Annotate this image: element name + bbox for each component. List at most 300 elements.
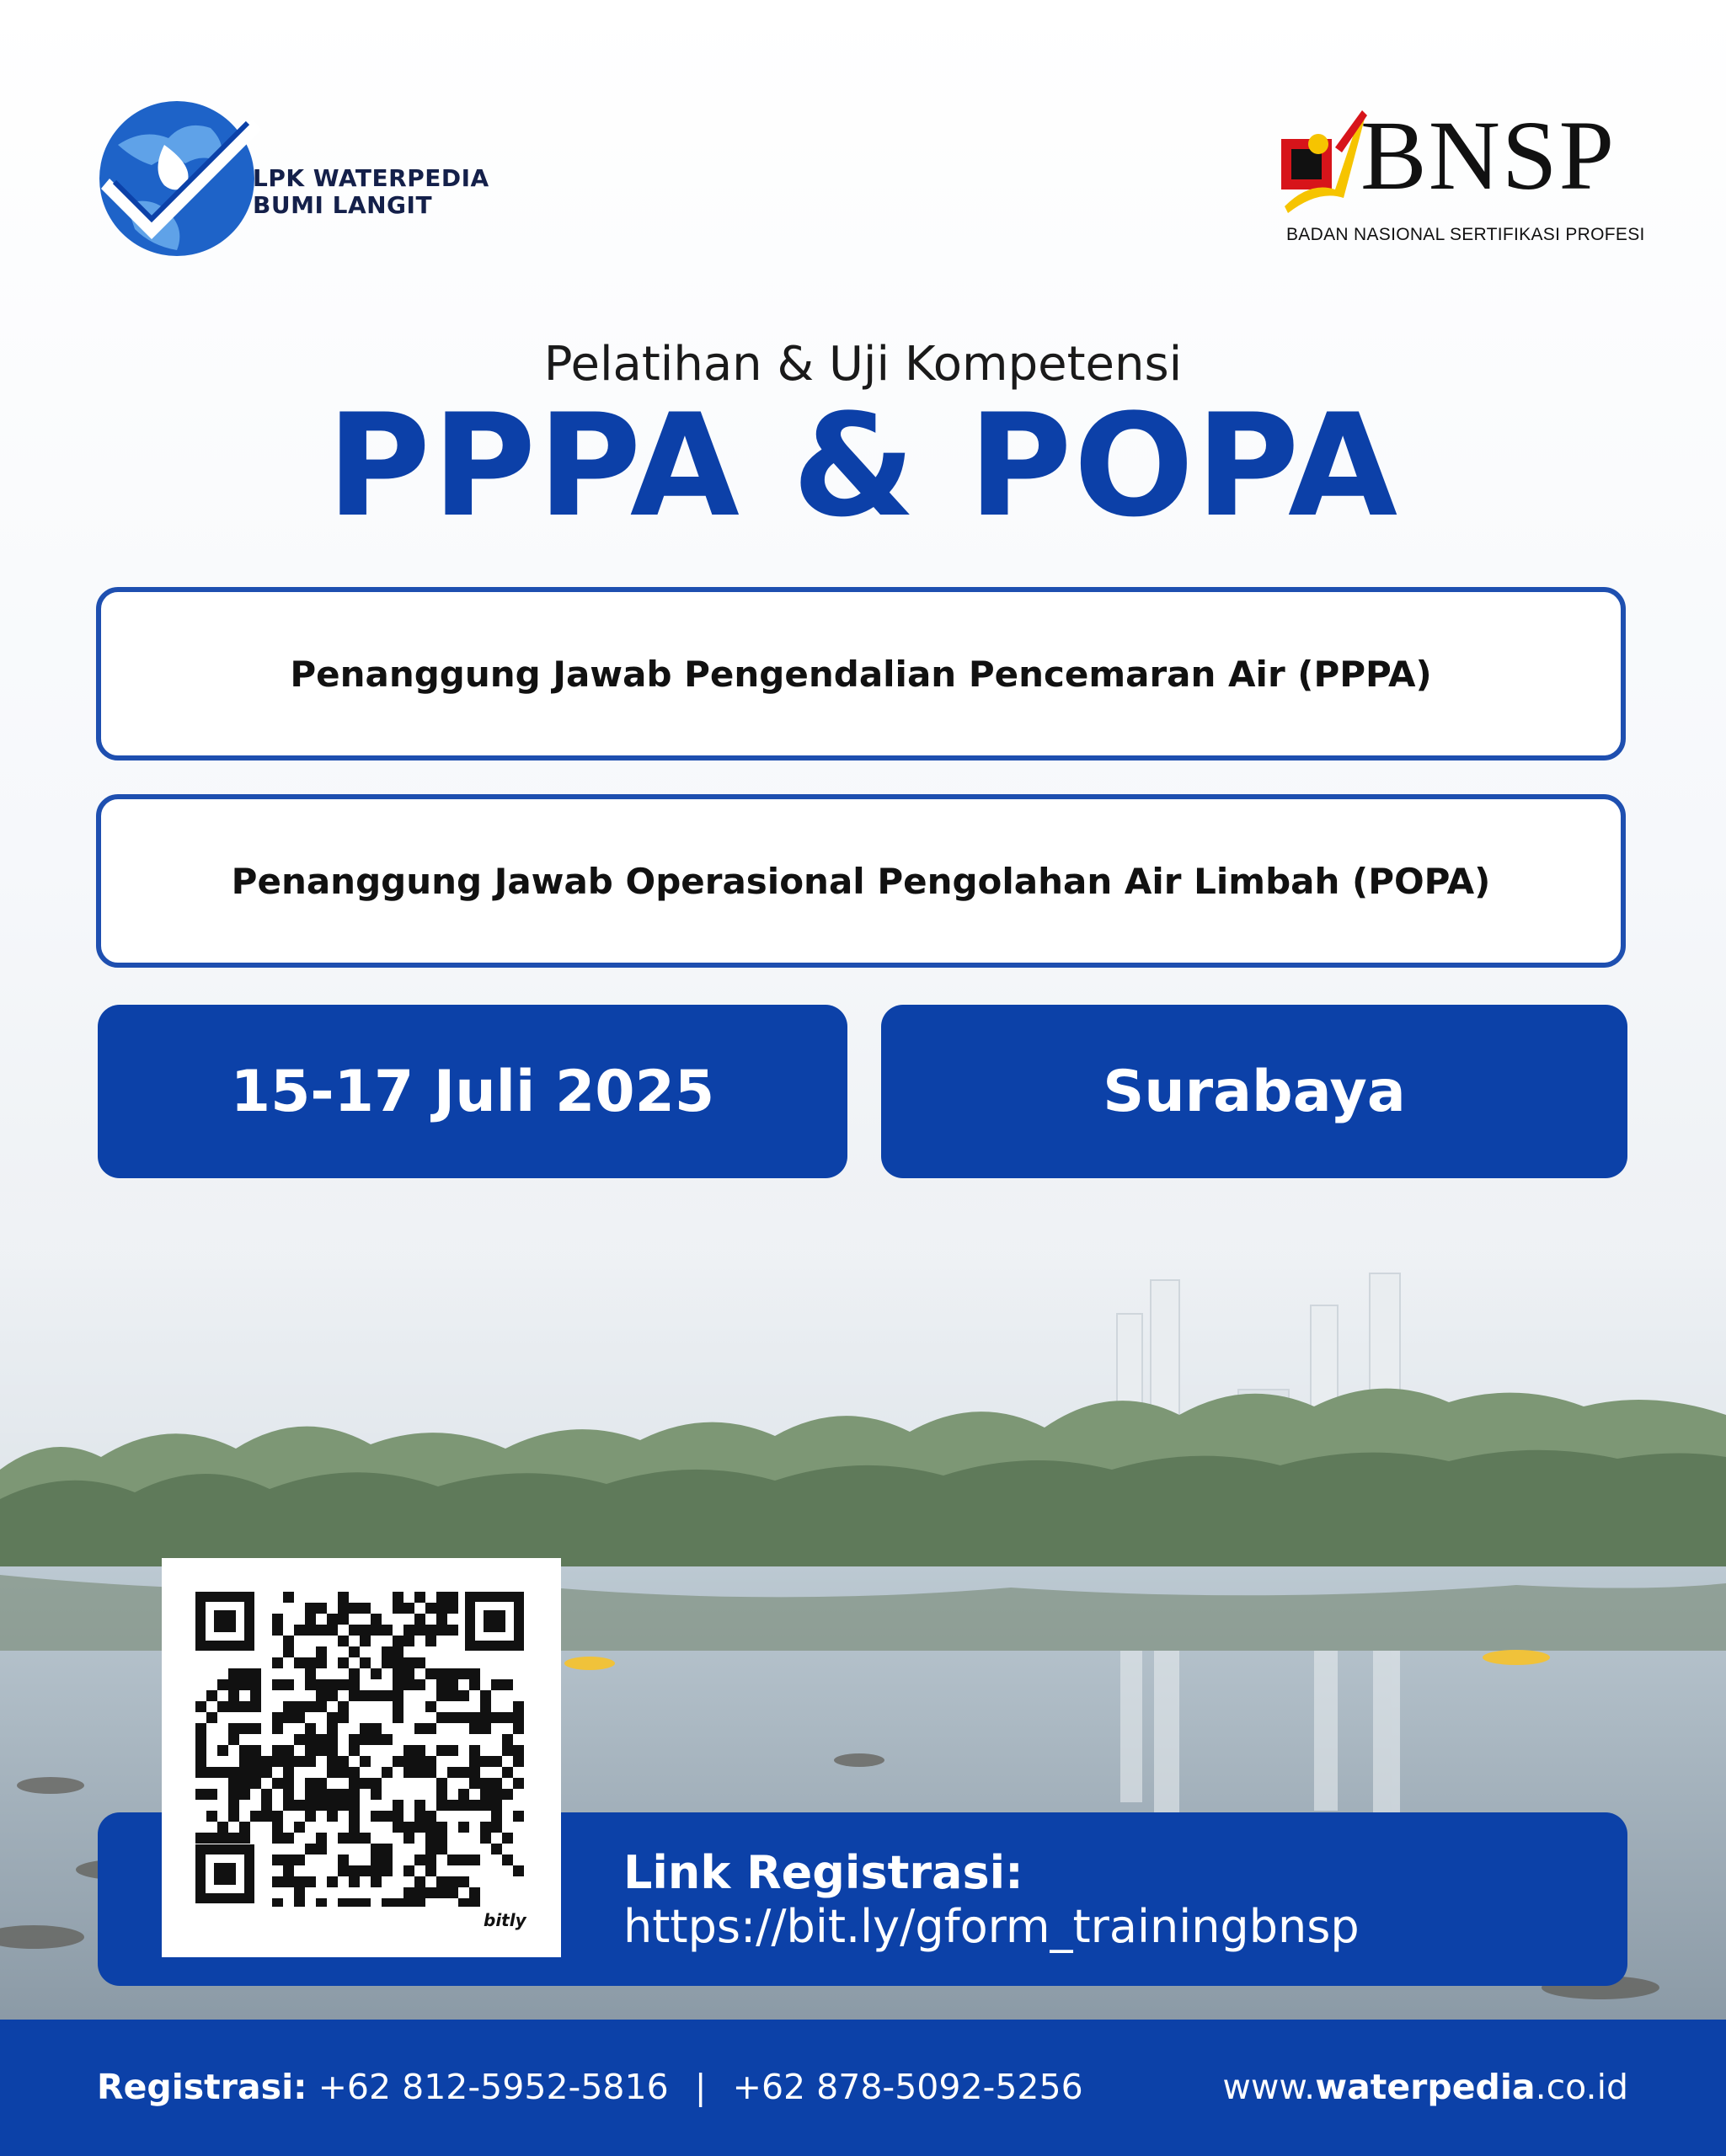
qr-module [272, 1898, 283, 1907]
qr-module [414, 1625, 425, 1636]
qr-module [316, 1789, 327, 1800]
qr-module [491, 1756, 502, 1767]
qr-module [228, 1690, 239, 1701]
qr-module [294, 1625, 305, 1636]
footer-separator: | [694, 2067, 707, 2107]
qr-module [502, 1833, 513, 1844]
qr-module [360, 1898, 371, 1907]
qr-module [425, 1756, 436, 1767]
qr-module [327, 1876, 338, 1887]
program-box-popa: Penanggung Jawab Operasional Pengolahan Air Limbah (POPA) [96, 794, 1626, 968]
qr-module [436, 1603, 447, 1614]
footer-phone-1[interactable]: +62 812-5952-5816 [318, 2067, 669, 2107]
qr-module [502, 1679, 513, 1690]
qr-module [283, 1701, 294, 1712]
qr-module [349, 1690, 360, 1701]
qr-module [349, 1876, 360, 1887]
qr-module [294, 1701, 305, 1712]
qr-module [283, 1756, 294, 1767]
qr-brand-label: bitly [484, 1910, 526, 1930]
qr-module [327, 1723, 338, 1734]
qr-module [217, 1822, 228, 1833]
qr-module [403, 1679, 414, 1690]
footer-site-suffix: .co.id [1535, 2067, 1628, 2107]
qr-module [502, 1767, 513, 1778]
qr-module [272, 1723, 283, 1734]
qr-module [272, 1822, 283, 1833]
qr-module [382, 1898, 393, 1907]
qr-module [414, 1887, 425, 1898]
qr-module [327, 1712, 338, 1723]
bnsp-wordmark: BNSP [1360, 100, 1616, 211]
qr-module [206, 1767, 217, 1778]
qr-module [305, 1789, 316, 1800]
qr-module [195, 1701, 206, 1712]
qr-module [239, 1756, 250, 1767]
footer-site-prefix: www. [1222, 2067, 1316, 2107]
qr-module [447, 1745, 458, 1756]
qr-module [261, 1800, 272, 1811]
qr-module [414, 1614, 425, 1625]
qr-module [393, 1712, 403, 1723]
qr-module [338, 1865, 349, 1876]
qr-module [414, 1723, 425, 1734]
qr-module [513, 1723, 524, 1734]
footer-reg-label: Registrasi: [97, 2067, 307, 2107]
qr-module [447, 1800, 458, 1811]
qr-module [360, 1723, 371, 1734]
qr-module [480, 1690, 491, 1701]
qr-module [272, 1712, 283, 1723]
qr-module [272, 1811, 283, 1822]
qr-module [414, 1854, 425, 1865]
qr-module [305, 1679, 316, 1690]
qr-module [283, 1778, 294, 1789]
qr-module [436, 1668, 447, 1679]
qr-module [228, 1811, 239, 1822]
qr-module [382, 1865, 393, 1876]
qr-module [491, 1712, 502, 1723]
qr-module [502, 1789, 513, 1800]
qr-module [294, 1734, 305, 1745]
qr-module [447, 1876, 458, 1887]
qr-module [458, 1800, 469, 1811]
qr-module [239, 1789, 250, 1800]
qr-module [349, 1898, 360, 1907]
qr-module [360, 1657, 371, 1668]
qr-module [228, 1668, 239, 1679]
qr-module [480, 1701, 491, 1712]
qr-module [294, 1657, 305, 1668]
qr-module [250, 1690, 261, 1701]
qr-module [327, 1800, 338, 1811]
qr-module [327, 1734, 338, 1745]
qr-module [206, 1712, 217, 1723]
qr-module [414, 1657, 425, 1668]
qr-module [316, 1625, 327, 1636]
qr-module [447, 1767, 458, 1778]
qr-module [425, 1865, 436, 1876]
qr-module [469, 1679, 480, 1690]
qr-module [403, 1887, 414, 1898]
qr-module [436, 1690, 447, 1701]
qr-module [513, 1701, 524, 1712]
qr-module [195, 1756, 206, 1767]
qr-module [447, 1603, 458, 1614]
qr-module [250, 1811, 261, 1822]
qr-module [480, 1800, 491, 1811]
qr-module [414, 1898, 425, 1907]
qr-module [513, 1778, 524, 1789]
qr-module [502, 1734, 513, 1745]
footer-contacts [97, 2067, 1083, 2107]
qr-module [250, 1701, 261, 1712]
qr-module [469, 1854, 480, 1865]
qr-module [195, 1767, 206, 1778]
qr-module [393, 1756, 403, 1767]
qr-module [349, 1734, 360, 1745]
qr-module [513, 1745, 524, 1756]
qr-module [382, 1844, 393, 1854]
qr-module [239, 1701, 250, 1712]
qr-module [382, 1625, 393, 1636]
qr-module [272, 1756, 283, 1767]
qr-module [436, 1800, 447, 1811]
qr-module [491, 1679, 502, 1690]
qr-module [228, 1833, 239, 1844]
qr-module [338, 1614, 349, 1625]
qr-module [228, 1767, 239, 1778]
qr-module [393, 1592, 403, 1603]
qr-module [436, 1679, 447, 1690]
qr-module [436, 1789, 447, 1800]
qr-module [403, 1833, 414, 1844]
qr-module [250, 1745, 261, 1756]
qr-module [382, 1690, 393, 1701]
qr-module [469, 1800, 480, 1811]
qr-module [338, 1767, 349, 1778]
qr-module [217, 1767, 228, 1778]
qr-module [414, 1822, 425, 1833]
event-date-badge: 15-17 Juli 2025 [98, 1005, 847, 1178]
qr-module [371, 1811, 382, 1822]
qr-module [371, 1668, 382, 1679]
qr-module [305, 1625, 316, 1636]
qr-module [294, 1887, 305, 1898]
qr-module [228, 1800, 239, 1811]
qr-module [261, 1756, 272, 1767]
qr-module [414, 1679, 425, 1690]
footer-bar [0, 2020, 1726, 2156]
qr-module [382, 1854, 393, 1865]
qr-module [371, 1789, 382, 1800]
qr-module [316, 1745, 327, 1756]
qr-module [458, 1712, 469, 1723]
left-logo-line1: LPK WATERPEDIA [253, 164, 489, 192]
qr-module [283, 1865, 294, 1876]
qr-module [458, 1898, 469, 1907]
qr-module [458, 1789, 469, 1800]
qr-module [458, 1690, 469, 1701]
qr-module [195, 1833, 206, 1844]
qr-module [360, 1865, 371, 1876]
qr-module [447, 1668, 458, 1679]
qr-module [327, 1789, 338, 1800]
event-city-badge: Surabaya [881, 1005, 1627, 1178]
qr-module [316, 1646, 327, 1657]
qr-module [217, 1833, 228, 1844]
qr-module [283, 1854, 294, 1865]
qr-module [294, 1898, 305, 1907]
qr-module [250, 1723, 261, 1734]
lpk-waterpedia-logo [93, 94, 497, 263]
qr-module [283, 1876, 294, 1887]
qr-module [393, 1646, 403, 1657]
qr-module [206, 1690, 217, 1701]
qr-module [228, 1679, 239, 1690]
qr-module [305, 1668, 316, 1679]
qr-module [349, 1745, 360, 1756]
footer-phone-2[interactable]: +62 878-5092-5256 [732, 2067, 1083, 2107]
qr-module [371, 1844, 382, 1854]
qr-module [513, 1756, 524, 1767]
registration-label: Link Registrasi: [623, 1846, 1023, 1899]
qr-module [458, 1767, 469, 1778]
qr-module [382, 1657, 393, 1668]
qr-module [414, 1800, 425, 1811]
qr-module [382, 1734, 393, 1745]
qr-module [447, 1887, 458, 1898]
qr-module [283, 1646, 294, 1657]
qr-module [316, 1833, 327, 1844]
qr-module [414, 1811, 425, 1822]
qr-module [349, 1668, 360, 1679]
qr-module [316, 1844, 327, 1854]
qr-module [327, 1614, 338, 1625]
qr-module [261, 1789, 272, 1800]
qr-module [283, 1833, 294, 1844]
qr-module [305, 1844, 316, 1854]
qr-module [382, 1811, 393, 1822]
qr-module [206, 1789, 217, 1800]
qr-module [349, 1625, 360, 1636]
qr-code[interactable] [195, 1592, 527, 1907]
qr-module [393, 1668, 403, 1679]
qr-module [272, 1745, 283, 1756]
footer-website[interactable] [1222, 2067, 1628, 2107]
qr-module [414, 1592, 425, 1603]
qr-module [480, 1712, 491, 1723]
qr-module [393, 1679, 403, 1690]
qr-module [425, 1844, 436, 1854]
qr-module [349, 1646, 360, 1657]
qr-module [316, 1603, 327, 1614]
qr-module [513, 1712, 524, 1723]
qr-module [436, 1625, 447, 1636]
qr-module [436, 1614, 447, 1625]
qr-module [491, 1800, 502, 1811]
qr-module [469, 1745, 480, 1756]
qr-module [436, 1887, 447, 1898]
qr-module [316, 1898, 327, 1907]
qr-module [272, 1625, 283, 1636]
qr-module [458, 1822, 469, 1833]
qr-module [327, 1679, 338, 1690]
qr-module [294, 1854, 305, 1865]
qr-module [206, 1833, 217, 1844]
qr-module [338, 1592, 349, 1603]
qr-module [294, 1800, 305, 1811]
qr-module [513, 1811, 524, 1822]
qr-module [338, 1854, 349, 1865]
qr-module [250, 1767, 261, 1778]
qr-module [469, 1668, 480, 1679]
footer-site-bold: waterpedia [1315, 2067, 1536, 2107]
qr-module [403, 1603, 414, 1614]
qr-module [491, 1778, 502, 1789]
qr-module [261, 1811, 272, 1822]
qr-module [447, 1592, 458, 1603]
qr-module [393, 1603, 403, 1614]
qr-module [349, 1811, 360, 1822]
qr-module [305, 1701, 316, 1712]
qr-module [239, 1745, 250, 1756]
qr-module [338, 1712, 349, 1723]
hero-title: PPPA & POPA [326, 383, 1400, 548]
qr-module [360, 1636, 371, 1646]
qr-module [425, 1636, 436, 1646]
qr-module [349, 1603, 360, 1614]
qr-module [338, 1636, 349, 1646]
qr-module [294, 1712, 305, 1723]
qr-module [349, 1789, 360, 1800]
qr-module [349, 1833, 360, 1844]
qr-module [195, 1745, 206, 1756]
qr-module [360, 1625, 371, 1636]
qr-module [469, 1898, 480, 1907]
qr-module [283, 1679, 294, 1690]
qr-module [305, 1603, 316, 1614]
qr-module [458, 1668, 469, 1679]
globe-check-icon [93, 94, 261, 263]
qr-module [360, 1734, 371, 1745]
qr-module [393, 1657, 403, 1668]
qr-module [228, 1789, 239, 1800]
qr-module [436, 1778, 447, 1789]
qr-module [491, 1789, 502, 1800]
qr-module [403, 1865, 414, 1876]
qr-module [447, 1690, 458, 1701]
qr-module [305, 1734, 316, 1745]
qr-module [349, 1778, 360, 1789]
qr-module [491, 1844, 502, 1854]
qr-module [239, 1679, 250, 1690]
qr-module [491, 1822, 502, 1833]
qr-module [305, 1745, 316, 1756]
qr-module [393, 1811, 403, 1822]
qr-module [239, 1767, 250, 1778]
qr-module [491, 1811, 502, 1822]
qr-module [371, 1625, 382, 1636]
qr-module [305, 1756, 316, 1767]
qr-module [228, 1734, 239, 1745]
qr-module [393, 1690, 403, 1701]
qr-module [469, 1887, 480, 1898]
qr-module [371, 1865, 382, 1876]
qr-module [436, 1876, 447, 1887]
qr-module [447, 1625, 458, 1636]
qr-module [349, 1865, 360, 1876]
qr-module [305, 1657, 316, 1668]
qr-module [403, 1636, 414, 1646]
hero-subtitle: Pelatihan & Uji Kompetensi [543, 337, 1183, 392]
bnsp-subtitle: BADAN NASIONAL SERTIFIKASI PROFESI [1286, 225, 1645, 244]
qr-module [480, 1756, 491, 1767]
left-logo-text [253, 165, 489, 219]
qr-module [228, 1701, 239, 1712]
qr-module [305, 1811, 316, 1822]
qr-module [371, 1723, 382, 1734]
qr-module [305, 1800, 316, 1811]
qr-module [338, 1800, 349, 1811]
qr-module [414, 1745, 425, 1756]
qr-module [338, 1603, 349, 1614]
qr-module [294, 1756, 305, 1767]
qr-module [250, 1668, 261, 1679]
qr-module [228, 1778, 239, 1789]
qr-module [414, 1876, 425, 1887]
qr-module [338, 1756, 349, 1767]
qr-module [360, 1603, 371, 1614]
qr-module [371, 1778, 382, 1789]
qr-module [414, 1756, 425, 1767]
qr-module [458, 1876, 469, 1887]
qr-code-card[interactable] [162, 1558, 561, 1957]
qr-module [425, 1854, 436, 1865]
qr-module [261, 1767, 272, 1778]
qr-module [338, 1679, 349, 1690]
qr-module [250, 1778, 261, 1789]
qr-module [305, 1614, 316, 1625]
qr-module [469, 1723, 480, 1734]
qr-module [360, 1690, 371, 1701]
qr-module [360, 1756, 371, 1767]
qr-module [338, 1701, 349, 1712]
qr-module [425, 1822, 436, 1833]
qr-module [327, 1756, 338, 1767]
bnsp-figure-icon [1276, 105, 1369, 223]
qr-module [469, 1712, 480, 1723]
qr-module [403, 1756, 414, 1767]
left-logo-line2: BUMI LANGIT [253, 191, 433, 219]
qr-module [360, 1778, 371, 1789]
qr-module [436, 1833, 447, 1844]
qr-module [272, 1833, 283, 1844]
qr-module [327, 1745, 338, 1756]
qr-module [371, 1690, 382, 1701]
qr-module [239, 1778, 250, 1789]
qr-module [425, 1833, 436, 1844]
qr-module [250, 1679, 261, 1690]
qr-module [469, 1767, 480, 1778]
qr-module [382, 1646, 393, 1657]
qr-module [206, 1811, 217, 1822]
qr-module [371, 1614, 382, 1625]
qr-module [425, 1625, 436, 1636]
registration-link[interactable]: https://bit.ly/gform_trainingbnsp [623, 1900, 1360, 1953]
qr-module [283, 1592, 294, 1603]
qr-module [447, 1712, 458, 1723]
